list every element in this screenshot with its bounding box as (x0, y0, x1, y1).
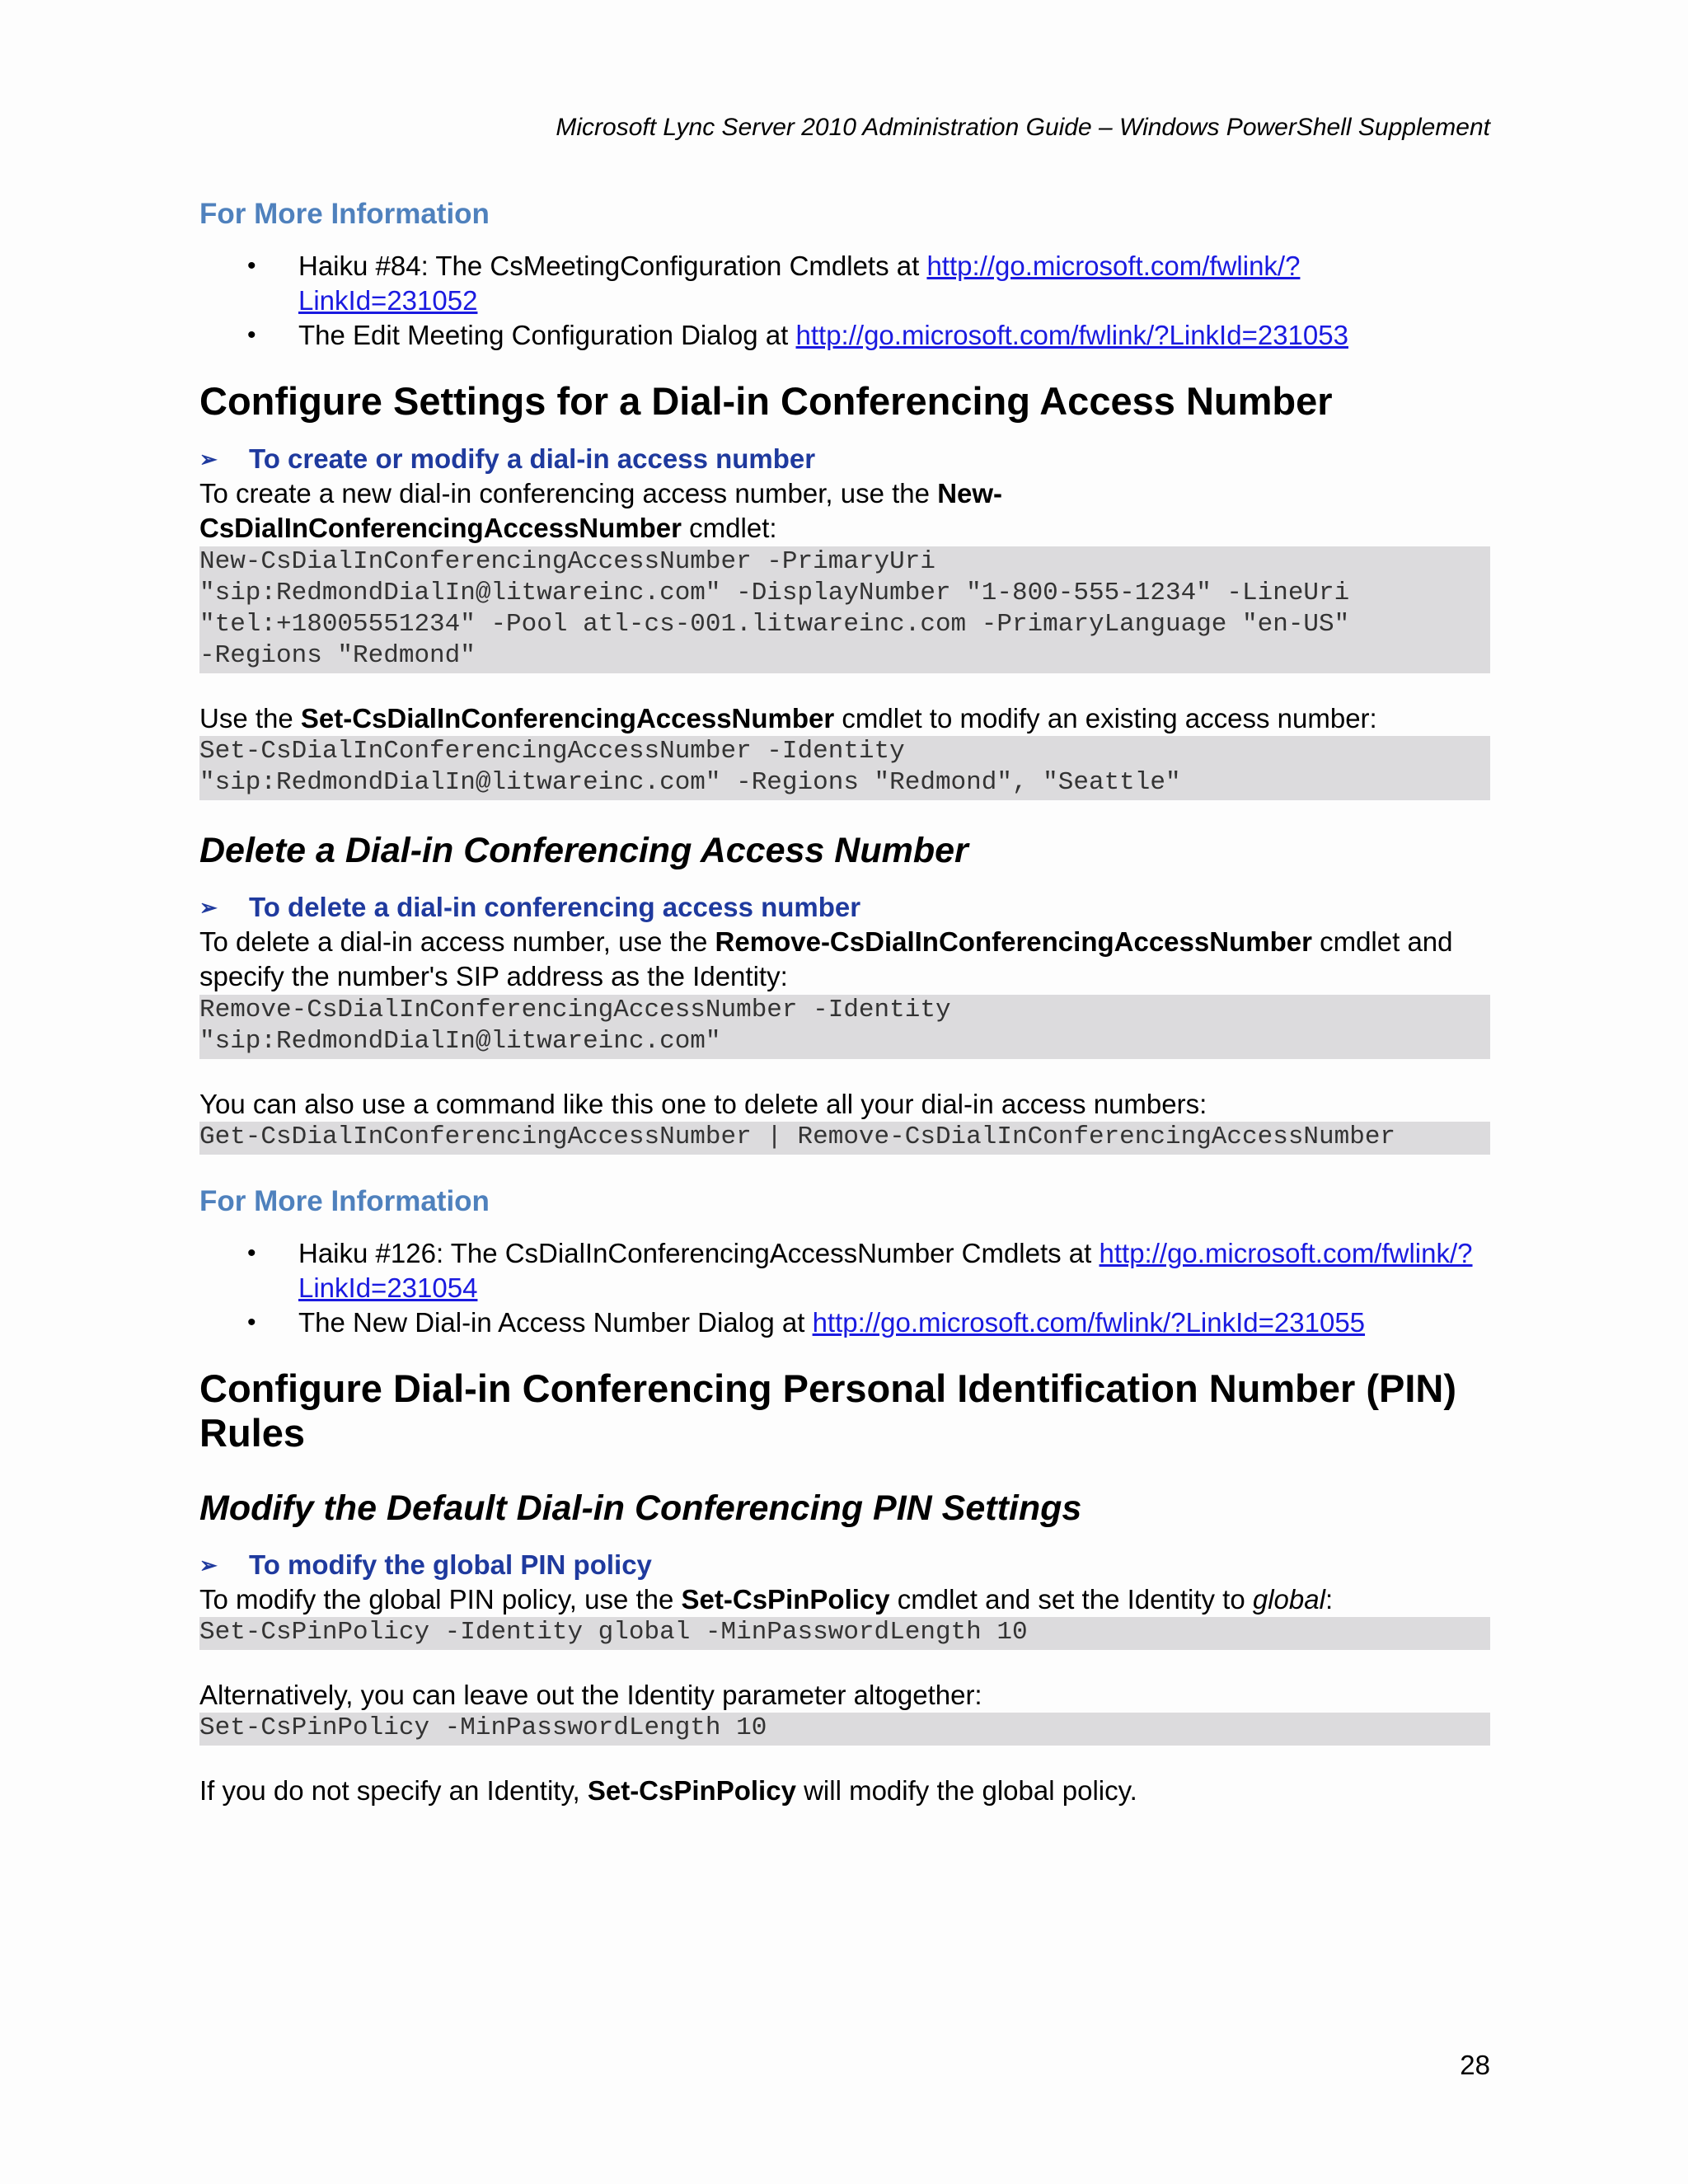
section-title-delete-access-number: Delete a Dial-in Conferencing Access Number (199, 831, 968, 870)
pin-intro: To modify the global PIN policy, use the Set-CsPinPolicy cmdlet and set the Identity to global: (199, 1584, 1334, 1615)
fwlink-231055-link[interactable]: http://go.microsoft.com/fwlink/?LinkId=231055 (812, 1307, 1366, 1338)
fwlink-231052-link[interactable]: http://go.microsoft.com/fwlink/? (926, 251, 1301, 281)
running-header: Microsoft Lync Server 2010 Administration Guide – Windows PowerShell Supplement (556, 114, 1490, 141)
modify-intro: Use the Set-CsDialInConferencingAccessNumber cmdlet to modify an existing access number: (199, 703, 1377, 733)
fwlink-231052-link-cont[interactable]: LinkId=231052 (298, 285, 478, 316)
list-item (199, 318, 1490, 353)
pin-alt-intro: Alternatively, you can leave out the Identity parameter altogether: (199, 1680, 982, 1710)
bullet-icon: • (247, 252, 256, 279)
pin-final-note: If you do not specify an Identity, Set-CsPinPolicy will modify the global policy. (199, 1775, 1137, 1806)
procedure-label: To modify the global PIN policy (249, 1549, 652, 1580)
procedure-heading (199, 892, 1490, 923)
code-block-set-access-number: Set-CsDialInConferencingAccessNumber -Identity "sip:RedmondDialIn@litwareinc.com" -Regions "Redmond", "Seattle" (199, 736, 1490, 800)
arrow-right-icon: ➢ (199, 1552, 218, 1577)
list-item (199, 1305, 1490, 1340)
list-item (199, 249, 1490, 318)
list-item (199, 1236, 1490, 1305)
fwlink-231054-link[interactable]: http://go.microsoft.com/fwlink/? (1099, 1238, 1473, 1268)
section-subtitle-pin-settings: Modify the Default Dial-in Conferencing PIN Settings (199, 1488, 1082, 1528)
list-item-text: Haiku #126: The CsDialInConferencingAccessNumber Cmdlets at (298, 1238, 1100, 1268)
delete-intro: To delete a dial-in access number, use the Remove-CsDialInConferencingAccessNumber cmdlet and specify the number's SIP address as the Identity: (199, 926, 1453, 991)
procedure-label: To create or modify a dial-in access number (249, 443, 816, 474)
create-intro: To create a new dial-in conferencing access number, use the New- CsDialInConferencingAccessNumber cmdlet: (199, 478, 1003, 543)
list-item-text: The Edit Meeting Configuration Dialog at (298, 320, 796, 350)
delete-all-intro: You can also use a command like this one to delete all your dial-in access numbers: (199, 1089, 1207, 1119)
for-more-info-heading: For More Information (199, 198, 490, 230)
arrow-right-icon: ➢ (199, 446, 218, 471)
for-more-info-heading: For More Information (199, 1185, 490, 1217)
code-block-remove-access-number: Remove-CsDialInConferencingAccessNumber -Identity "sip:RedmondDialIn@litwareinc.com" (199, 995, 1490, 1059)
procedure-heading (199, 443, 1490, 475)
bullet-icon: • (247, 321, 256, 349)
code-block-set-pin-global: Set-CsPinPolicy -Identity global -MinPasswordLength 10 (199, 1617, 1490, 1650)
procedure-label: To delete a dial-in conferencing access number (249, 892, 861, 922)
list-item-text: The New Dial-in Access Number Dialog at (298, 1307, 813, 1338)
list-item-text: Haiku #84: The CsMeetingConfiguration Cmdlets at (298, 251, 927, 281)
more-info-list (199, 1236, 1490, 1340)
arrow-right-icon: ➢ (199, 894, 218, 920)
bullet-icon: • (247, 1309, 256, 1336)
code-block-delete-all: Get-CsDialInConferencingAccessNumber | Remove-CsDialInConferencingAccessNumber (199, 1122, 1490, 1155)
page-number: 28 (1460, 2050, 1490, 2080)
section-title-pin-rules: Configure Dial-in Conferencing Personal Identification Number (PIN) Rules (199, 1366, 1456, 1455)
code-block-new-access-number: New-CsDialInConferencingAccessNumber -PrimaryUri "sip:RedmondDialIn@litwareinc.com" -DisplayNumber "1-800-555-1234" -LineUri "tel:+18005551234" -Pool atl-cs-001.litwareinc.com -PrimaryLanguage "en-US" -Regions "Redmond" (199, 546, 1490, 673)
bullet-icon: • (247, 1240, 256, 1267)
more-info-list (199, 249, 1490, 353)
procedure-heading (199, 1549, 1490, 1581)
code-block-set-pin: Set-CsPinPolicy -MinPasswordLength 10 (199, 1713, 1490, 1746)
fwlink-231054-link-cont[interactable]: LinkId=231054 (298, 1272, 478, 1303)
section-title-configure-access-number: Configure Settings for a Dial-in Conferencing Access Number (199, 379, 1333, 423)
fwlink-231053-link[interactable]: http://go.microsoft.com/fwlink/?LinkId=231053 (795, 320, 1348, 350)
